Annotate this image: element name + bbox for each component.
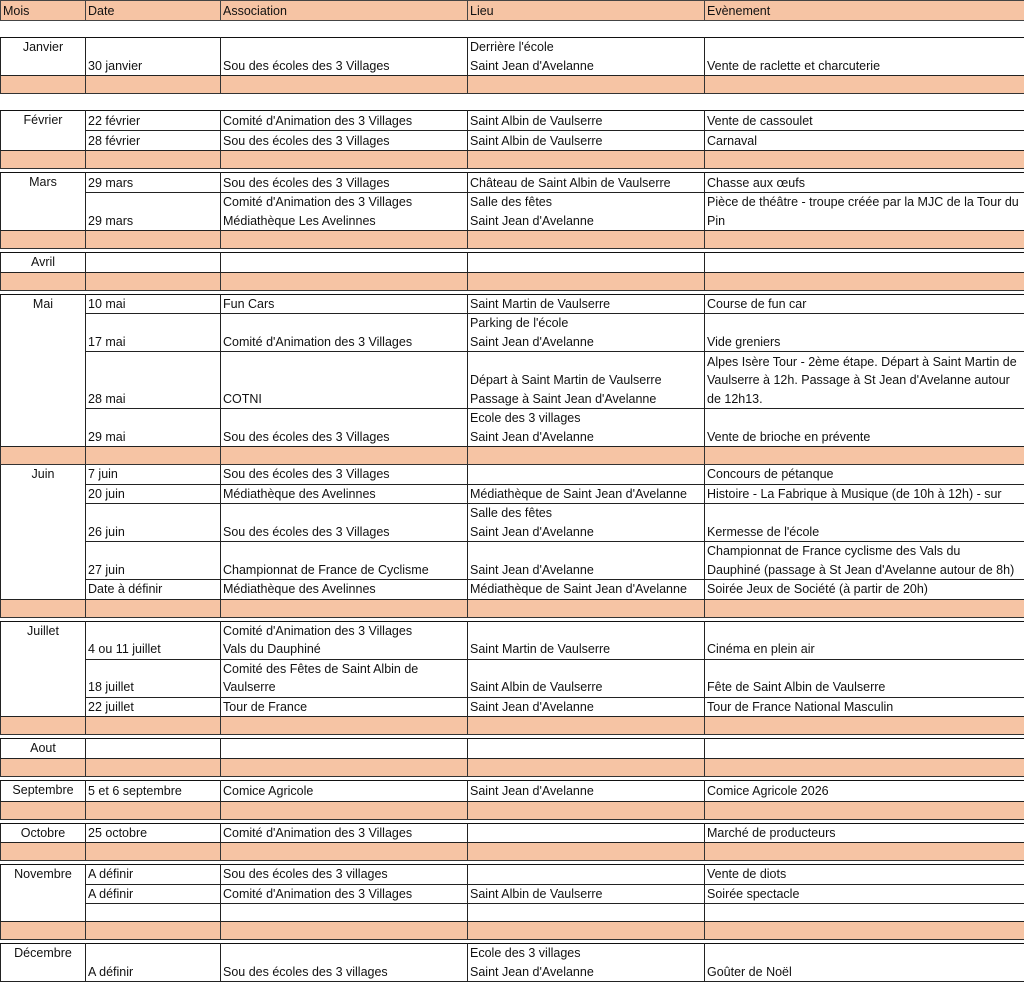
table-row <box>1 944 1024 982</box>
lieu-cell <box>468 409 705 447</box>
association-line: Comité des Fêtes de Saint Albin de <box>223 660 467 679</box>
date-cell <box>86 904 221 922</box>
lieu-cell <box>468 193 705 231</box>
table-row <box>1 409 1024 447</box>
event-line: Vaulserre à 12h. Passage à St Jean d'Avelanne autour <box>707 371 1024 390</box>
month-cell: Juin <box>1 465 86 485</box>
month-cell: Mai <box>1 294 86 314</box>
event-cell: Comice Agricole 2026 <box>705 780 1024 801</box>
table-row <box>1 465 1024 485</box>
date-cell: 28 février <box>86 131 221 151</box>
lieu-line: Ecole des 3 villages <box>470 409 704 428</box>
association-cell: Sou des écoles des 3 villages <box>221 944 468 982</box>
event-cell: Vente de cassoulet <box>705 111 1024 131</box>
lieu-cell <box>468 504 705 542</box>
event-line: Pièce de théâtre - troupe créée par la MJC de la Tour du <box>707 193 1024 212</box>
lieu-line: Saint Jean d'Avelanne <box>470 523 704 542</box>
date-cell: 7 juin <box>86 465 221 485</box>
lieu-line: Saint Jean d'Avelanne <box>470 57 704 76</box>
date-cell: 29 mars <box>86 193 221 231</box>
lieu-line: Saint Jean d'Avelanne <box>470 428 704 447</box>
separator-band <box>1 76 1024 94</box>
association-cell: Médiathèque des Avelinnes <box>221 580 468 600</box>
date-cell: 22 juillet <box>86 697 221 717</box>
month-cell: Décembre <box>1 944 86 982</box>
table-row <box>1 131 1024 151</box>
event-line: Alpes Isère Tour - 2ème étape. Départ à Saint Martin de <box>707 353 1024 372</box>
date-cell: 29 mars <box>86 173 221 193</box>
table-row <box>1 253 1024 273</box>
association-cell: Comité d'Animation des 3 Villages <box>221 823 468 843</box>
date-cell: 30 janvier <box>86 38 221 76</box>
table-row <box>1 173 1024 193</box>
association-cell: Sou des écoles des 3 Villages <box>221 409 468 447</box>
lieu-line: Passage à Saint Jean d'Avelanne <box>470 390 704 409</box>
month-cell: Septembre <box>1 780 86 801</box>
event-cell <box>705 542 1024 580</box>
association-cell: Médiathèque des Avelinnes <box>221 484 468 504</box>
association-cell <box>221 904 468 922</box>
date-cell <box>86 739 221 759</box>
table-row <box>1 884 1024 904</box>
separator-band <box>1 922 1024 940</box>
month-cell: Juillet <box>1 621 86 659</box>
date-cell: A définir <box>86 884 221 904</box>
association-line: Comité d'Animation des 3 Villages <box>223 193 467 212</box>
association-cell: Sou des écoles des 3 Villages <box>221 131 468 151</box>
date-cell: 4 ou 11 juillet <box>86 621 221 659</box>
event-cell: Fête de Saint Albin de Vaulserre <box>705 659 1024 697</box>
month-cell: Février <box>1 111 86 131</box>
table-row <box>1 739 1024 759</box>
date-cell: 26 juin <box>86 504 221 542</box>
separator-band <box>1 151 1024 169</box>
table-row <box>1 823 1024 843</box>
lieu-cell: Saint Jean d'Avelanne <box>468 780 705 801</box>
lieu-cell <box>468 904 705 922</box>
association-cell: Comice Agricole <box>221 780 468 801</box>
header-evenement: Evènement <box>705 1 1024 21</box>
event-line: Championnat de France cyclisme des Vals du <box>707 542 1024 561</box>
table-row <box>1 484 1024 504</box>
separator-band <box>1 758 1024 776</box>
separator-band <box>1 801 1024 819</box>
table-row <box>1 780 1024 801</box>
header-mois: Mois <box>1 1 86 21</box>
association-cell: Fun Cars <box>221 294 468 314</box>
association-cell: Sou des écoles des 3 Villages <box>221 38 468 76</box>
spacer-row <box>1 21 1024 38</box>
association-cell <box>221 739 468 759</box>
lieu-line: Saint Jean d'Avelanne <box>470 212 704 231</box>
lieu-cell: Château de Saint Albin de Vaulserre <box>468 173 705 193</box>
lieu-line: Saint Jean d'Avelanne <box>470 963 704 982</box>
association-cell: Tour de France <box>221 697 468 717</box>
table-row <box>1 111 1024 131</box>
event-cell <box>705 904 1024 922</box>
event-cell: Soirée spectacle <box>705 884 1024 904</box>
month-cell: Aout <box>1 739 86 759</box>
lieu-cell <box>468 865 705 885</box>
date-cell: 22 février <box>86 111 221 131</box>
event-cell <box>705 253 1024 273</box>
table-row <box>1 904 1024 922</box>
event-cell: Kermesse de l'école <box>705 504 1024 542</box>
lieu-cell: Saint Albin de Vaulserre <box>468 659 705 697</box>
table-row <box>1 193 1024 231</box>
date-cell: Date à définir <box>86 580 221 600</box>
association-cell <box>221 193 468 231</box>
event-cell: Concours de pétanque <box>705 465 1024 485</box>
association-cell: Comité d'Animation des 3 Villages <box>221 314 468 352</box>
date-cell: A définir <box>86 865 221 885</box>
event-cell: Vente de diots <box>705 865 1024 885</box>
association-cell: Comité d'Animation des 3 Villages <box>221 884 468 904</box>
date-cell <box>86 253 221 273</box>
event-line: Dauphiné (passage à St Jean d'Avelanne autour de 8h) <box>707 561 1024 580</box>
lieu-line: Salle des fêtes <box>470 504 704 523</box>
lieu-line: Départ à Saint Martin de Vaulserre <box>470 371 704 390</box>
association-cell: Sou des écoles des 3 Villages <box>221 465 468 485</box>
event-cell: Course de fun car <box>705 294 1024 314</box>
event-cell: Vente de raclette et charcuterie <box>705 38 1024 76</box>
association-cell: Comité d'Animation des 3 Villages <box>221 111 468 131</box>
association-cell: Sou des écoles des 3 Villages <box>221 173 468 193</box>
lieu-line: Salle des fêtes <box>470 193 704 212</box>
lieu-cell <box>468 38 705 76</box>
date-cell: 18 juillet <box>86 659 221 697</box>
spacer-row <box>1 94 1024 111</box>
date-cell: 28 mai <box>86 352 221 409</box>
separator-band <box>1 272 1024 290</box>
date-cell: 10 mai <box>86 294 221 314</box>
lieu-cell: Médiathèque de Saint Jean d'Avelanne <box>468 580 705 600</box>
date-cell: 5 et 6 septembre <box>86 780 221 801</box>
lieu-cell: Médiathèque de Saint Jean d'Avelanne <box>468 484 705 504</box>
table-row <box>1 314 1024 352</box>
lieu-cell: Saint Jean d'Avelanne <box>468 697 705 717</box>
separator-band <box>1 717 1024 735</box>
lieu-cell: Saint Albin de Vaulserre <box>468 131 705 151</box>
separator-band <box>1 843 1024 861</box>
date-cell: 27 juin <box>86 542 221 580</box>
table-row <box>1 697 1024 717</box>
event-cell: Vide greniers <box>705 314 1024 352</box>
event-cell: Tour de France National Masculin <box>705 697 1024 717</box>
header-association: Association <box>221 1 468 21</box>
event-line: de 12h13. <box>707 390 1024 409</box>
separator-band <box>1 599 1024 617</box>
month-cell: Janvier <box>1 38 86 76</box>
association-line: Comité d'Animation des 3 Villages <box>223 622 467 641</box>
event-cell: Histoire - La Fabrique à Musique (de 10h à 12h) - sur <box>705 484 1024 504</box>
lieu-cell <box>468 314 705 352</box>
table-row <box>1 580 1024 600</box>
event-cell: Cinéma en plein air <box>705 621 1024 659</box>
lieu-cell <box>468 944 705 982</box>
date-cell: A définir <box>86 944 221 982</box>
table-row <box>1 352 1024 409</box>
association-cell <box>221 253 468 273</box>
table-row <box>1 294 1024 314</box>
lieu-cell: Saint Martin de Vaulserre <box>468 294 705 314</box>
lieu-line: Parking de l'école <box>470 314 704 333</box>
association-cell: Sou des écoles des 3 villages <box>221 865 468 885</box>
association-cell <box>221 659 468 697</box>
lieu-cell: Saint Albin de Vaulserre <box>468 111 705 131</box>
separator-band <box>1 231 1024 249</box>
table-header-row <box>1 1 1024 21</box>
lieu-cell: Saint Jean d'Avelanne <box>468 542 705 580</box>
table-row <box>1 38 1024 76</box>
association-cell: Sou des écoles des 3 Villages <box>221 504 468 542</box>
lieu-line: Saint Jean d'Avelanne <box>470 333 704 352</box>
header-lieu: Lieu <box>468 1 705 21</box>
lieu-cell <box>468 352 705 409</box>
event-cell: Goûter de Noël <box>705 944 1024 982</box>
lieu-cell <box>468 739 705 759</box>
table-row <box>1 504 1024 542</box>
association-cell <box>221 621 468 659</box>
separator-band <box>1 447 1024 465</box>
event-cell: Chasse aux œufs <box>705 173 1024 193</box>
event-cell: Vente de brioche en prévente <box>705 409 1024 447</box>
lieu-cell <box>468 465 705 485</box>
date-cell: 29 mai <box>86 409 221 447</box>
event-cell <box>705 352 1024 409</box>
lieu-cell <box>468 823 705 843</box>
association-line: Vals du Dauphiné <box>223 640 467 659</box>
header-date: Date <box>86 1 221 21</box>
month-cell: Octobre <box>1 823 86 843</box>
table-row <box>1 865 1024 885</box>
date-cell: 25 octobre <box>86 823 221 843</box>
lieu-cell: Saint Albin de Vaulserre <box>468 884 705 904</box>
lieu-line: Ecole des 3 villages <box>470 944 704 963</box>
event-cell: Marché de producteurs <box>705 823 1024 843</box>
association-cell: Championnat de France de Cyclisme <box>221 542 468 580</box>
table-row <box>1 659 1024 697</box>
event-line: Pin <box>707 212 1024 231</box>
event-cell: Carnaval <box>705 131 1024 151</box>
month-cell: Novembre <box>1 865 86 885</box>
month-cell: Mars <box>1 173 86 193</box>
table-row <box>1 542 1024 580</box>
date-cell: 20 juin <box>86 484 221 504</box>
date-cell: 17 mai <box>86 314 221 352</box>
table-row <box>1 621 1024 659</box>
lieu-cell <box>468 253 705 273</box>
event-cell <box>705 739 1024 759</box>
lieu-line: Derrière l'école <box>470 38 704 57</box>
lieu-cell: Saint Martin de Vaulserre <box>468 621 705 659</box>
month-cell: Avril <box>1 253 86 273</box>
association-line: Vaulserre <box>223 678 467 697</box>
association-line: Médiathèque Les Avelinnes <box>223 212 467 231</box>
association-cell: COTNI <box>221 352 468 409</box>
event-cell: Soirée Jeux de Société (à partir de 20h) <box>705 580 1024 600</box>
event-cell <box>705 193 1024 231</box>
